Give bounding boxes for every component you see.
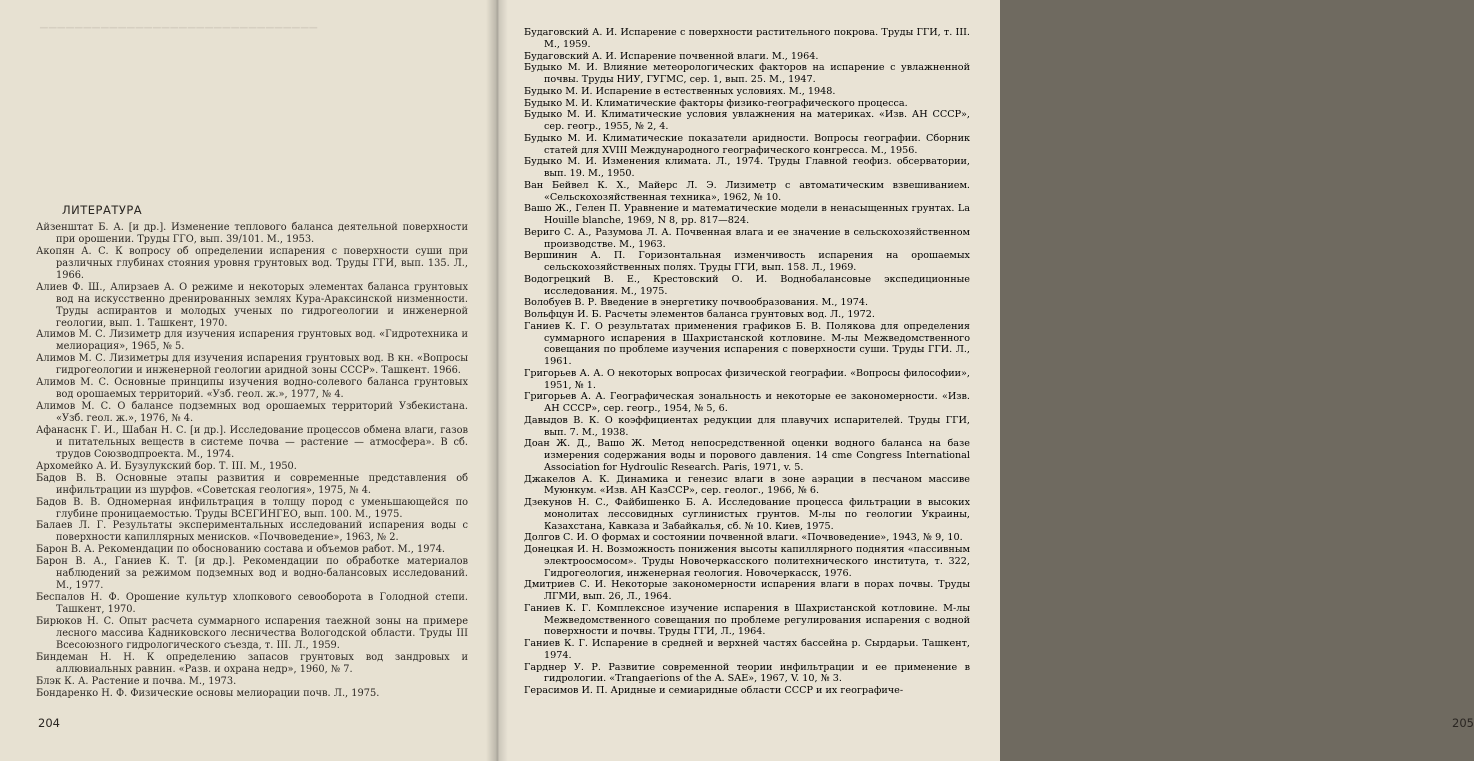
reference-entry: Алимов М. С. Основные принципы изучения водно-солевого баланса грунтовых вод орошаемых территорий. «Узб. геол. ж.», 1977, № 4. bbox=[36, 377, 468, 401]
reference-entry: Водогрецкий В. Е., Крестовский О. И. Воднобалансовые экспедиционные исследования. М., 1975. bbox=[524, 273, 970, 297]
bleed-through-text: ▁▁▁▁▁▁▁▁▁▁▁▁▁▁▁▁▁▁▁▁▁▁▁▁▁▁▁▁▁▁▁▁ bbox=[40, 18, 319, 29]
reference-entry: Будаговский А. И. Испарение почвенной влаги. М., 1964. bbox=[524, 50, 819, 62]
reference-entry: Бирюков Н. С. Опыт расчета суммарного испарения таежной зоны на примере лесного массива Кадниковского лесничества Вологодской области. Труды III Всесоюзного гидрологического съезда, т. III. Л., 1959. bbox=[36, 615, 468, 651]
reference-entry: Айзенштат Б. А. [и др.]. Изменение теплового баланса деятельной поверхности при орошении. Труды ГГО, вып. 39/101. М., 1953. bbox=[36, 222, 468, 245]
reference-entry: Григорьев А. А. Географическая зональность и некоторые ее закономерности. «Изв. АН СССР», сер. геогр., 1954, № 5, 6. bbox=[524, 391, 970, 414]
reference-entry: Вериго С. А., Разумова Л. А. Почвенная влага и ее значение в сельскохозяйственном производстве. М., 1963. bbox=[524, 226, 970, 250]
literature-heading: ЛИТЕРАТУРА bbox=[62, 203, 143, 217]
reference-entry: Блэк К. А. Растение и почва. М., 1973. bbox=[36, 675, 237, 687]
reference-list-left bbox=[36, 222, 468, 700]
reference-entry: Ганиев К. Г. Испарение в средней и верхней частях бассейна р. Сырдарьи. Ташкент, 1974. bbox=[524, 638, 970, 661]
left-page bbox=[0, 0, 497, 761]
reference-entry: Будаговский А. И. Испарение с поверхности растительного покрова. Труды ГГИ, т. III. М., 1959. bbox=[524, 27, 970, 50]
reference-entry: Будыко М. И. Климатические показатели аридности. Вопросы географии. Сборник статей для XVIII Международного географического конгресса. М., 1956. bbox=[524, 132, 970, 156]
reference-entry: Ганиев К. Г. О результатах применения графиков Б. В. Полякова для определения суммарного испарения в Шахристанской котловине. М-лы Межведомственного совещания по проблеме изучения испарения с поверхности суши. Труды ГГИ. Л., 1961. bbox=[524, 320, 970, 367]
reference-entry: Бондаренко Н. Ф. Физические основы мелиорации почв. Л., 1975. bbox=[36, 687, 380, 699]
reference-entry: Дмитриев С. И. Некоторые закономерности испарения влаги в порах почвы. Труды ЛГМИ, вып. 26, Л., 1964. bbox=[524, 579, 970, 602]
reference-entry: Гарднер У. Р. Развитие современной теории инфильтрации и ее применение в гидрологии. «Trangaerions of the A. SAE», 1967, V. 10, № 3. bbox=[524, 661, 970, 685]
reference-entry: Алимов М. С. Лизиметр для изучения испарения грунтовых вод. «Гидротехника и мелиорация», 1965, № 5. bbox=[36, 329, 468, 353]
reference-entry: Будыко М. И. Климатические условия увлажнения на материках. «Изв. АН СССР», сер. геогр., 1955, № 2, 4. bbox=[524, 109, 970, 132]
reference-list-right bbox=[524, 27, 970, 697]
reference-entry: Джакелов А. К. Динамика и генезис влаги в зоне аэрации в песчаном массиве Муюнкум. «Изв. АН КазССР», сер. геолог., 1966, № 6. bbox=[524, 473, 970, 497]
reference-entry: Акопян А. С. К вопросу об определении испарения с поверхности суши при различных глубинах стояния уровня грунтовых вод. Труды ГГИ, вып. 135. Л., 1966. bbox=[36, 245, 468, 281]
reference-entry: Вольфцун И. Б. Расчеты элементов баланса грунтовых вод. Л., 1972. bbox=[524, 309, 875, 320]
reference-entry: Алимов М. С. О балансе подземных вод орошаемых территорий Узбекистана. «Узб. геол. ж.», 1976, № 4. bbox=[36, 401, 468, 424]
page-number-left: 204 bbox=[38, 716, 60, 730]
reference-entry: Балаев Л. Г. Результаты экспериментальных исследований испарения воды с поверхности капиллярных менисков. «Почвоведение», 1963, № 2. bbox=[36, 520, 468, 544]
reference-entry: Бадов В. В. Основные этапы развития и современные представления об инфильтрации из шурфов. «Советская геология», 1975, № 4. bbox=[36, 472, 468, 496]
reference-entry: Герасимов И. П. Аридные и семиаридные области СССР и их географиче- bbox=[524, 685, 904, 696]
reference-entry: Доан Ж. Д., Вашо Ж. Метод непосредственной оценки водного баланса на базе измерения содержания воды и порового давления. 14 cme Congress International Association for Hydroulic Research. Paris, 1971, v. 5. bbox=[524, 438, 970, 473]
reference-entry: Волобуев В. Р. Введение в энергетику почвообразования. М., 1974. bbox=[524, 297, 869, 309]
reference-entry: Беспалов Н. Ф. Орошение культур хлопкового севооборота в Голодной степи. Ташкент, 1970. bbox=[36, 592, 468, 615]
reference-entry: Донецкая И. Н. Возможность понижения высоты капиллярного поднятия «пассивным электроосмосом». Труды Новочеркасского политехнического института, т. 322, Гидрогеология, инженерная геология. Новочеркасск, 1976. bbox=[524, 544, 970, 579]
reference-entry: Вершинин А. П. Горизонтальная изменчивость испарения на орошаемых сельскохозяйственных полях. Труды ГГИ, вып. 158. Л., 1969. bbox=[524, 250, 970, 273]
reference-entry: Барон В. А., Ганиев К. Т. [и др.]. Рекомендации по обработке материалов наблюдений за режимом подземных вод и водно-балансовых исследований. М., 1977. bbox=[36, 556, 468, 592]
reference-entry: Афанаснк Г. И., Шабан Н. С. [и др.]. Исследование процессов обмена влаги, газов и питательных веществ в системе почва — растение — атмосфера». В сб. трудов Союзводпроекта. М., 1974. bbox=[36, 424, 468, 460]
reference-entry: Дзекунов Н. С., Файбишенко Б. А. Исследование процесса фильтрации в высоких монолитах лессовидных суглинистых грунтов. М-лы по геологии Украины, Казахстана, Кавказа и Забайкалья, сб. № 10. Киев, 1975. bbox=[524, 497, 970, 532]
reference-entry: Бадов В. В. Одномерная инфильтрация в толщу пород с уменьшающейся по глубине проницаемостью. Труды ВСЕГИНГЕО, вып. 100. М., 1975. bbox=[36, 496, 468, 520]
reference-entry: Ганиев К. Г. Комплексное изучение испарения в Шахристанской котловине. М-лы Межведомственного совещания по проблеме регулирования испарения с водной поверхности и почвы. Труды ГГИ, Л., 1964. bbox=[524, 602, 970, 638]
reference-entry: Давыдов В. К. О коэффициентах редукции для плавучих испарителей. Труды ГГИ, вып. 7. М., 1938. bbox=[524, 414, 970, 438]
reference-entry: Григорьев А. А. О некоторых вопросах физической географии. «Вопросы философии», 1951, № 1. bbox=[524, 367, 970, 391]
reference-entry: Будыко М. И. Влияние метеорологических факторов на испарение с увлажненной почвы. Труды НИУ, ГУГМС, сер. 1, вып. 25. М., 1947. bbox=[524, 62, 970, 85]
reference-entry: Ван Бейвел К. Х., Майерс Л. Э. Лизиметр с автоматическим взвешиванием. «Сельскохозяйственная техника», 1962, № 10. bbox=[524, 179, 970, 203]
reference-entry: Долгов С. И. О формах и состоянии почвенной влаги. «Почвоведение», 1943, № 9, 10. bbox=[524, 532, 963, 544]
reference-entry: Будыко М. И. Климатические факторы физико-географического процесса. bbox=[524, 97, 908, 109]
reference-entry: Архомейко А. И. Бузулукский бор. Т. III. М., 1950. bbox=[36, 460, 297, 472]
book-gutter bbox=[486, 0, 508, 761]
reference-entry: Барон В. А. Рекомендации по обоснованию состава и объемов работ. М., 1974. bbox=[36, 544, 446, 556]
page-number-right: 205 bbox=[1452, 716, 1474, 730]
reference-entry: Вашо Ж., Гелен П. Уравнение и математические модели в ненасыщенных грунтах. La Houille blanche, 1969, N 8, pp. 817—824. bbox=[524, 203, 970, 226]
reference-entry: Алимов М. С. Лизиметры для изучения испарения грунтовых вод. В кн. «Вопросы гидрогеологии и инженерной геологии аридной зоны СССР». Ташкент. 1966. bbox=[36, 353, 468, 377]
reference-entry: Будыко М. И. Испарение в естественных условиях. М., 1948. bbox=[524, 85, 836, 97]
reference-entry: Алиев Ф. Ш., Алирзаев А. О режиме и некоторых элементах баланса грунтовых вод на искусственно дренированных землях Кура-Араксинской низменности. Труды аспирантов и молодых ученых по гидрогеологии и инженерной геологии, вып. 1. Ташкент, 1970. bbox=[36, 281, 468, 329]
reference-entry: Будыко М. И. Изменения климата. Л., 1974. Труды Главной геофиз. обсерватории, вып. 19. М., 1950. bbox=[524, 156, 970, 179]
reference-entry: Биндеман Н. Н. К определению запасов грунтовых вод зандровых и аллювиальных равнин. «Разв. и охрана недр», 1960, № 7. bbox=[36, 651, 468, 675]
